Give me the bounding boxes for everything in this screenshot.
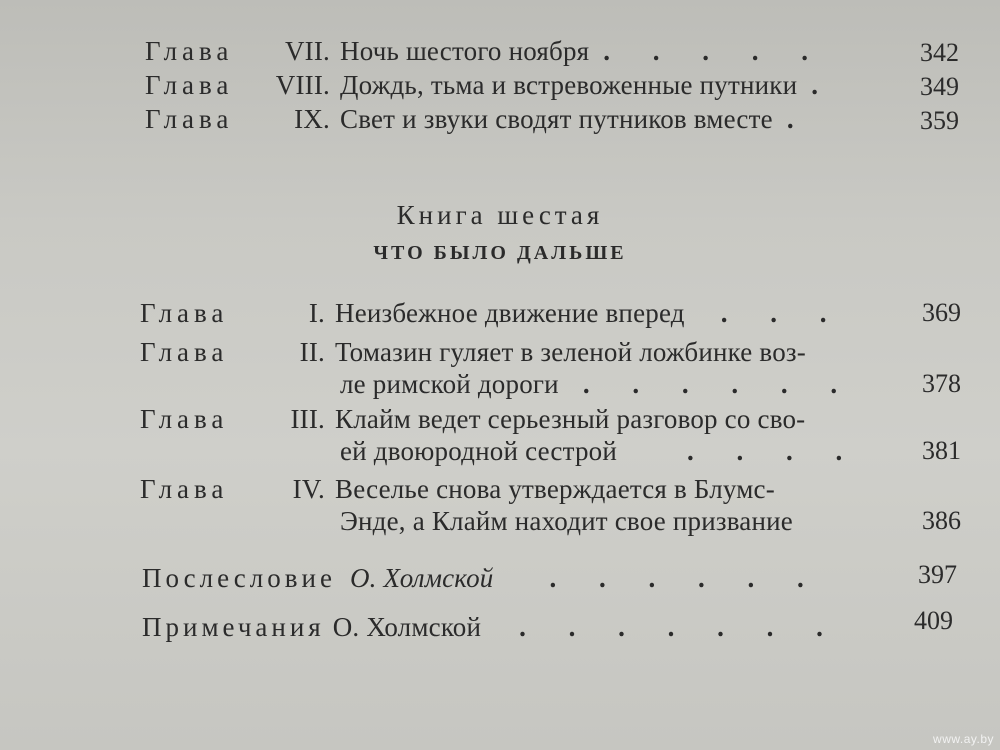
chapter-label: Глава xyxy=(140,404,229,434)
page-number: 369 xyxy=(922,298,961,327)
chapter-label: Глава xyxy=(145,104,234,134)
leader-dots: . . . . xyxy=(687,436,861,466)
watermark: www.ay.by xyxy=(933,732,994,746)
chapter-number: IV. xyxy=(292,474,325,504)
chapter-title: Дождь, тьма и встревоженные путники xyxy=(340,70,798,100)
chapter-label: Глава xyxy=(140,337,229,367)
toc-row xyxy=(140,474,775,505)
chapter-number: II. xyxy=(299,337,325,367)
notes-author: О. Холмской xyxy=(332,612,482,642)
leader-dots: . . . . . xyxy=(603,36,827,66)
page-number: 397 xyxy=(918,560,957,589)
chapter-title: Томазин гуляет в зеленой ложбинке воз- xyxy=(335,337,806,367)
chapter-number: III. xyxy=(290,404,325,434)
book-subheading: ЧТО БЫЛО ДАЛЬШЕ xyxy=(373,242,627,264)
chapter-number: VIII. xyxy=(275,70,330,100)
leader-dots: . . . . . . xyxy=(582,369,856,399)
chapter-title-continuation: ей двоюродной сестрой xyxy=(340,436,617,466)
afterword-row xyxy=(142,563,822,594)
leader-dots: . xyxy=(786,104,812,134)
page-number: 378 xyxy=(922,369,961,398)
page-number: 359 xyxy=(920,106,959,135)
chapter-title: Клайм ведет серьезный разговор со сво- xyxy=(335,404,806,434)
toc-row-continuation xyxy=(340,369,855,400)
book-heading: Книга шестая xyxy=(396,200,604,230)
chapter-title: Неизбежное движение вперед xyxy=(335,298,685,328)
notes-label: Примечания xyxy=(142,612,325,642)
chapter-label: Глава xyxy=(145,70,234,100)
toc-row xyxy=(145,104,812,135)
chapter-number: VII. xyxy=(284,36,330,66)
toc-row xyxy=(145,36,826,67)
leader-dots: . . . . . . xyxy=(549,563,822,593)
chapter-title-continuation: ле римской дороги xyxy=(340,369,559,399)
afterword-author: О. Холмской xyxy=(349,563,494,593)
page-number: 381 xyxy=(922,436,961,465)
afterword-label: Послесловие xyxy=(142,563,336,593)
leader-dots: . xyxy=(811,70,836,100)
page-number: 349 xyxy=(920,72,959,101)
toc-row xyxy=(140,337,806,368)
toc-row xyxy=(145,70,836,101)
chapter-label: Глава xyxy=(140,474,229,504)
chapter-number: I. xyxy=(308,298,325,328)
toc-row-continuation xyxy=(340,436,860,467)
toc-row-continuation xyxy=(340,506,793,537)
notes-row xyxy=(142,612,841,643)
toc-row xyxy=(140,298,844,329)
page-number: 386 xyxy=(922,506,961,535)
toc-row xyxy=(140,404,805,435)
chapter-title-continuation: Энде, а Клайм находит свое призвание xyxy=(340,506,793,536)
leader-dots: . . . xyxy=(720,298,845,328)
chapter-title: Ночь шестого ноября xyxy=(340,36,590,66)
page-number: 409 xyxy=(914,606,953,635)
leader-dots: . . . . . . . xyxy=(519,612,841,642)
page-number: 342 xyxy=(920,38,959,67)
chapter-title: Свет и звуки сводят путников вместе xyxy=(340,104,773,134)
chapter-number: IX. xyxy=(294,104,330,134)
chapter-label: Глава xyxy=(145,36,234,66)
chapter-title: Веселье снова утверждается в Блумс- xyxy=(335,474,775,504)
chapter-label: Глава xyxy=(140,298,229,328)
